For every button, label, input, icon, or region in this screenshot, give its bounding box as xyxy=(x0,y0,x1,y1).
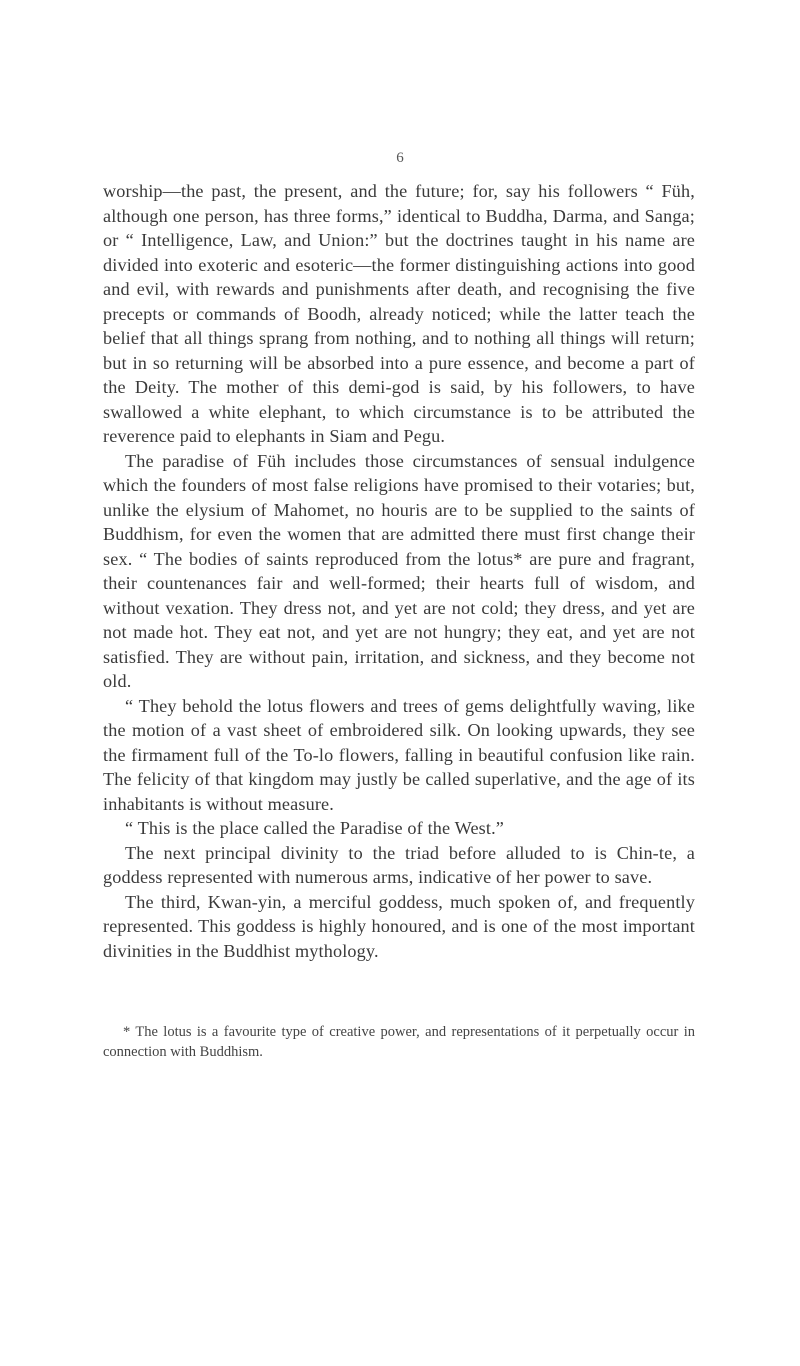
paragraph-3: “ They behold the lotus flowers and trees of gems delightfully waving, like the motion of a vast sheet of embroidered silk. On looking upwards, they see the firmament full of the To-lo flowers, falling in beautiful confusion like rain. The felicity of that kingdom may justly be called superlative, and the age of its inhabitants is without measure. xyxy=(103,695,695,814)
paragraph-4: “ This is the place called the Paradise of the West.” xyxy=(125,818,505,838)
body-text xyxy=(103,179,695,963)
footnote: * The lotus is a favourite type of creative power, and representations of it perpetually occur in connection with Buddhism. xyxy=(103,1024,695,1060)
paragraph-1: worship—the past, the present, and the future; for, say his followers “ Füh, although one person, has three forms,” identical to Buddha, Darma, and Sanga; or “ Intelligence, Law, and Union:” but the doctrines taught in his name are divided into exoteric and esoteric—the former distinguishing actions into good and evil, with rewards and punishments after death, and recognising the five precepts or commands of Boodh, already noticed; while the latter teach the belief that all things sprang from nothing, and to nothing all things will return; but in so returning will be absorbed into a pure essence, and become a part of the Deity. The mother of this demi-god is said, by his followers, to have swallowed a white elephant, to which circumstance is to be attributed the reverence paid to elephants in Siam and Pegu. xyxy=(103,181,695,446)
paragraph-6: The third, Kwan-yin, a merciful goddess, much spoken of, and frequently represented. This goddess is highly honoured, and is one of the most important divinities in the Buddhist mythology. xyxy=(103,891,695,961)
paragraph-5: The next principal divinity to the triad before alluded to is Chin-te, a goddess represented with numerous arms, indicative of her power to save. xyxy=(103,842,695,887)
page-number: 6 xyxy=(396,150,404,166)
paragraph-2: The paradise of Füh includes those circumstances of sensual indulgence which the founders of most false religions have promised to their votaries; but, unlike the elysium of Mahomet, no houris are to be supplied to the saints of Buddhism, for even the women that are admitted there must first change their sex. “ The bodies of saints reproduced from the lotus* are pure and fragrant, their countenances fair and well-formed; their hearts full of wisdom, and without vexation. They dress not, and yet are not cold; they dress, and yet are not made hot. They eat not, and yet are not hungry; they eat, and yet are not satisfied. They are without pain, irritation, and sickness, and they become not old. xyxy=(103,450,695,691)
